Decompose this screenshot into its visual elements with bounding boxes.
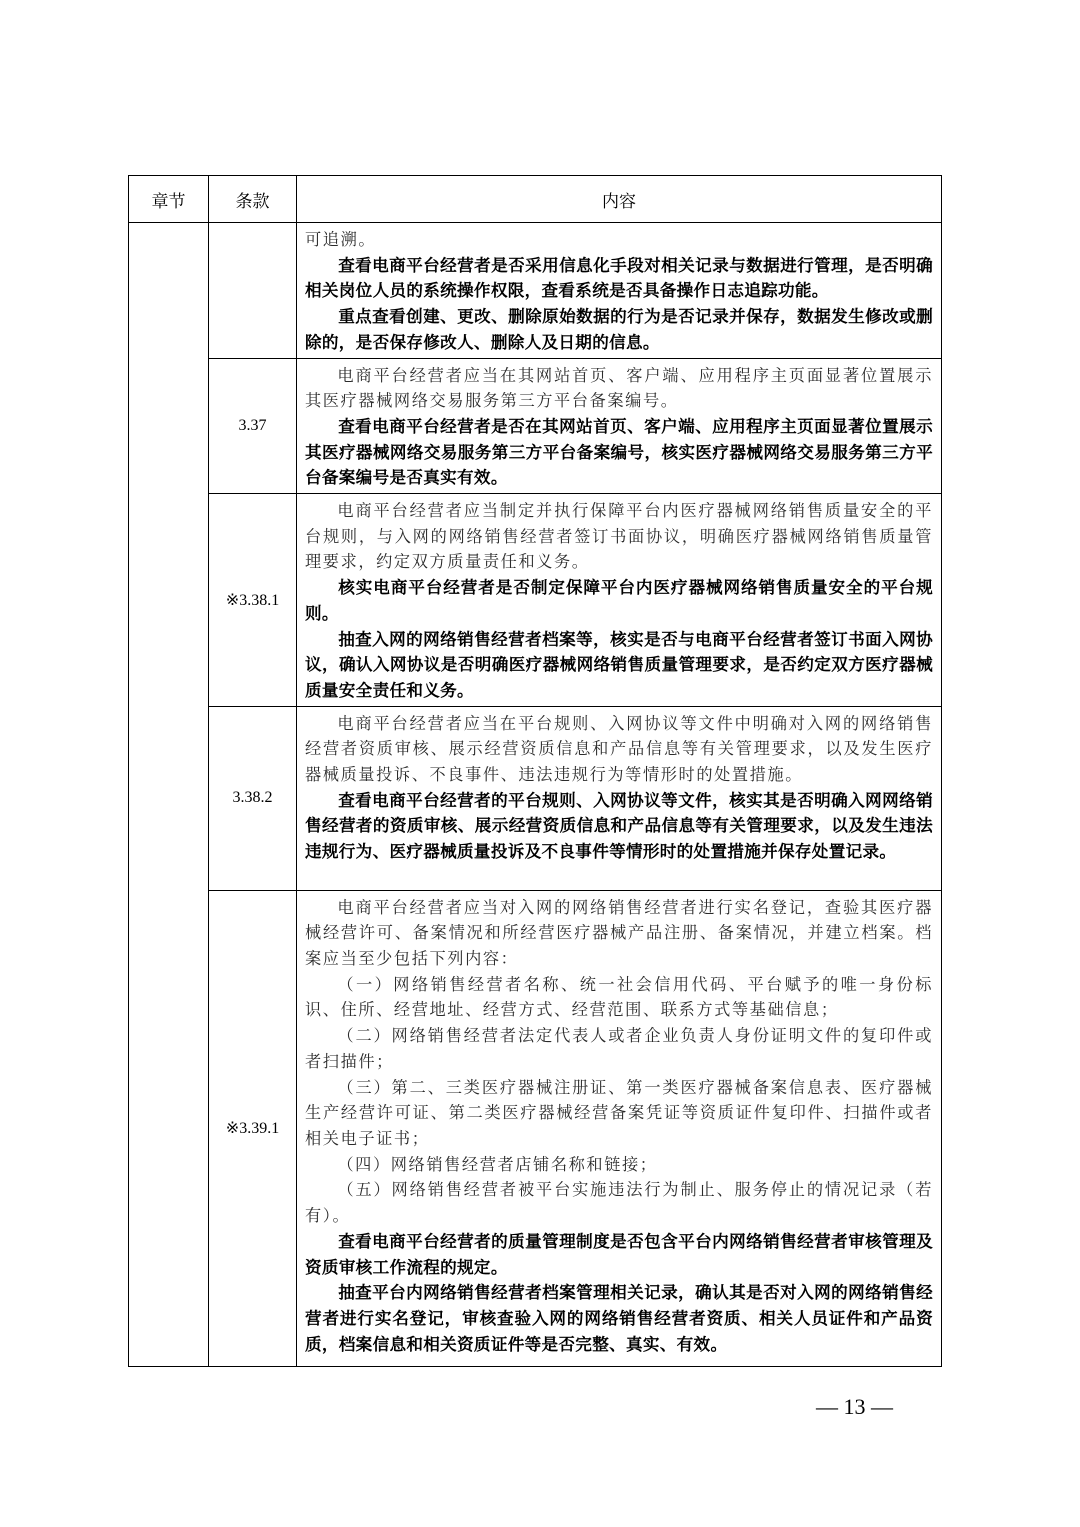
table-row [129,358,942,494]
standard-requirement-paragraph: 电商平台经营者应当在平台规则、入网协议等文件中明确对入网的网络销售经营者资质审核、展示经营资质信息和产品信息等有关管理要求，以及发生医疗器械质量投诉、不良事件、违法违规行为等情形时的处置措施。 [305,713,933,785]
content-cell [297,358,942,494]
table-row [129,223,942,359]
inspection-method-paragraph: 核实电商平台经营者是否制定保障平台内医疗器械网络销售质量安全的平台规则。 [305,578,933,623]
inspection-method-paragraph: 查看电商平台经营者是否采用信息化手段对相关记录与数据进行管理，是否明确相关岗位人员的系统操作权限，查看系统是否具备操作日志追踪功能。 [305,255,933,301]
standard-requirement-paragraph: （四）网络销售经营者店铺名称和链接； [337,1154,658,1174]
chapter-cell [129,223,209,1367]
standard-requirement-paragraph: （二）网络销售经营者法定代表人或者企业负责人身份证明文件的复印件或者扫描件； [305,1026,933,1071]
clause-cell: 3.38.2 [209,706,297,890]
standard-requirement-paragraph: 电商平台经营者应当在其网站首页、客户端、应用程序主页面显著位置展示其医疗器械网络交易服务第三方平台备案编号。 [305,365,933,411]
clause-cell: ※3.39.1 [209,890,297,1366]
clause-cell: 3.37 [209,358,297,494]
standard-requirement-paragraph: 电商平台经营者应当制定并执行保障平台内医疗器械网络销售质量安全的平台规则，与入网的网络销售经营者签订书面协议，明确医疗器械网络销售质量管理要求，约定双方质量责任和义务。 [305,501,933,572]
content-cell [297,223,942,359]
standard-requirement-paragraph: （五）网络销售经营者被平台实施违法行为制止、服务停止的情况记录（若有）。 [305,1180,933,1226]
clause-cell [209,223,297,359]
table-header-row [129,176,942,223]
inspection-method-paragraph: 抽查平台内网络销售经营者档案管理相关记录，确认其是否对入网的网络销售经营者进行实名登记，审核查验入网的网络销售经营者资质、相关人员证件和产品资质，档案信息和相关资质证件等是否完整、真实、有效。 [305,1283,933,1354]
header-clause: 条款 [209,176,297,223]
header-chapter: 章节 [129,176,209,223]
clause-cell: ※3.38.1 [209,494,297,707]
standard-requirement-paragraph: （一）网络销售经营者名称、统一社会信用代码、平台赋予的唯一身份标识、住所、经营地址、经营方式、经营范围、联系方式等基础信息； [305,974,933,1020]
standard-requirement-paragraph: 电商平台经营者应当对入网的网络销售经营者进行实名登记，查验其医疗器械经营许可、备案情况和所经营医疗器械产品注册、备案情况，并建立档案。档案应当至少包括下列内容： [305,897,933,969]
standard-requirement-paragraph: 可追溯。 [305,230,377,249]
inspection-method-paragraph: 查看电商平台经营者是否在其网站首页、客户端、应用程序主页面显著位置展示其医疗器械网络交易服务第三方平台备案编号，核实医疗器械网络交易服务第三方平台备案编号是否真实有效。 [305,416,933,488]
table-row [129,706,942,890]
content-cell [297,706,942,890]
standard-requirement-paragraph: （三）第二、三类医疗器械注册证、第一类医疗器械备案信息表、医疗器械生产经营许可证、第二类医疗器械经营备案凭证等资质证件复印件、扫描件或者相关电子证书； [305,1077,933,1148]
header-content: 内容 [297,176,942,223]
content-cell [297,890,942,1366]
inspection-method-paragraph: 查看电商平台经营者的质量管理制度是否包含平台内网络销售经营者审核管理及资质审核工作流程的规定。 [305,1231,933,1277]
inspection-method-paragraph: 查看电商平台经营者的平台规则、入网协议等文件，核实其是否明确入网网络销售经营者的资质审核、展示经营资质信息和产品信息等有关管理要求，以及发生违法违规行为、医疗器械质量投诉及不良事件等情形时的处置措施并保存处置记录。 [305,790,933,862]
table-row [129,494,942,707]
content-cell [297,494,942,707]
inspection-method-paragraph: 重点查看创建、更改、删除原始数据的行为是否记录并保存，数据发生修改或删除的，是否保存修改人、删除人及日期的信息。 [305,307,933,352]
page-number: — 13 — [816,1394,893,1419]
inspection-table [128,175,942,1367]
table-row [129,890,942,1366]
inspection-method-paragraph: 抽查入网的网络销售经营者档案等，核实是否与电商平台经营者签订书面入网协议，确认入网协议是否明确医疗器械网络销售质量管理要求，是否约定双方医疗器械质量安全责任和义务。 [305,629,933,700]
